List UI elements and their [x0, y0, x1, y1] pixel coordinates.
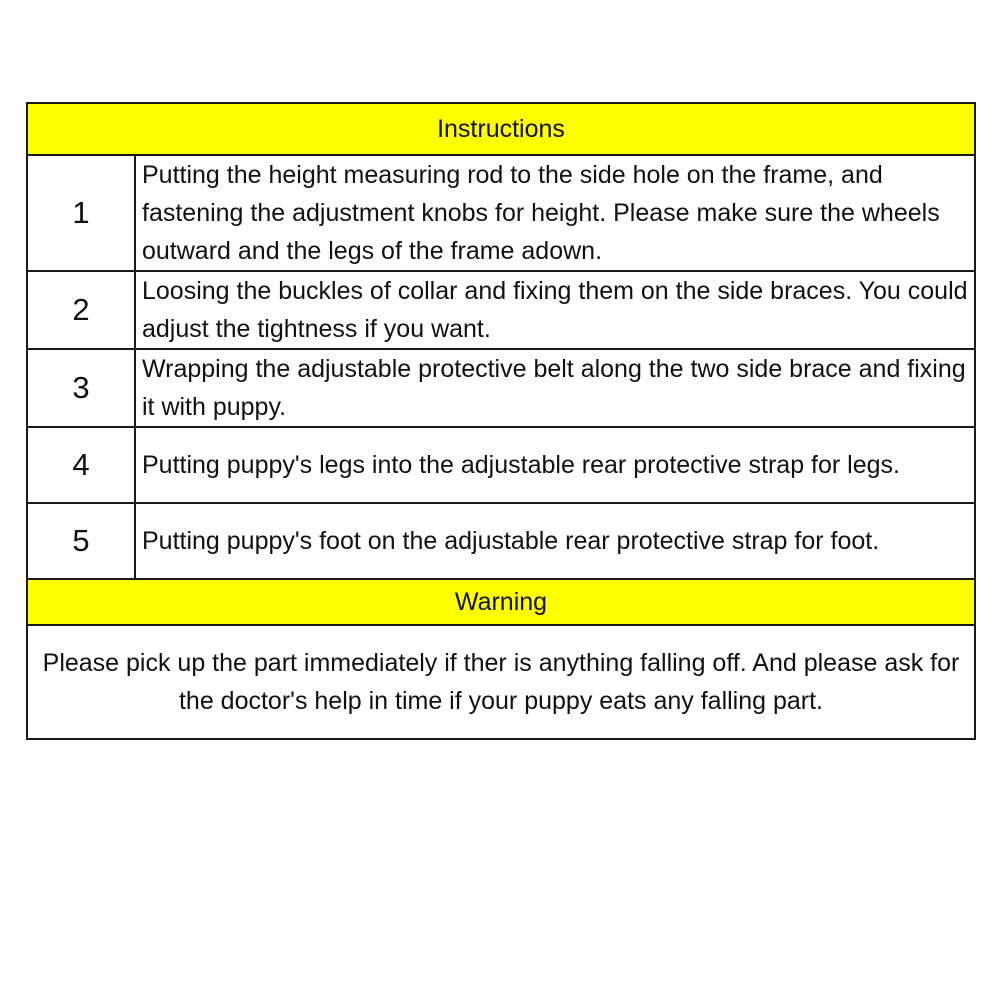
step-number: 4 [27, 427, 135, 503]
instructions-header-row [27, 103, 975, 155]
step-number: 1 [27, 155, 135, 271]
warning-row [27, 625, 975, 739]
step-text: Loosing the buckles of collar and fixing them on the side braces. You could adjust the tightness if you want. [135, 271, 975, 349]
step-row [27, 349, 975, 427]
step-number: 5 [27, 503, 135, 579]
step-text: Putting the height measuring rod to the side hole on the frame, and fastening the adjustment knobs for height. Please make sure the wheels outward and the legs of the frame adown. [135, 155, 975, 271]
step-row [27, 155, 975, 271]
step-number: 2 [27, 271, 135, 349]
step-text: Putting puppy's legs into the adjustable rear protective strap for legs. [135, 427, 975, 503]
warning-header-row [27, 579, 975, 625]
step-text: Wrapping the adjustable protective belt along the two side brace and fixing it with puppy. [135, 349, 975, 427]
step-text: Putting puppy's foot on the adjustable rear protective strap for foot. [135, 503, 975, 579]
instructions-header: Instructions [27, 103, 975, 155]
step-number: 3 [27, 349, 135, 427]
step-row [27, 503, 975, 579]
step-row [27, 271, 975, 349]
warning-text: Please pick up the part immediately if ther is anything falling off. And please ask for the doctor's help in time if your puppy eats any falling part. [27, 625, 975, 739]
warning-header: Warning [27, 579, 975, 625]
step-row [27, 427, 975, 503]
instructions-table [26, 102, 976, 740]
